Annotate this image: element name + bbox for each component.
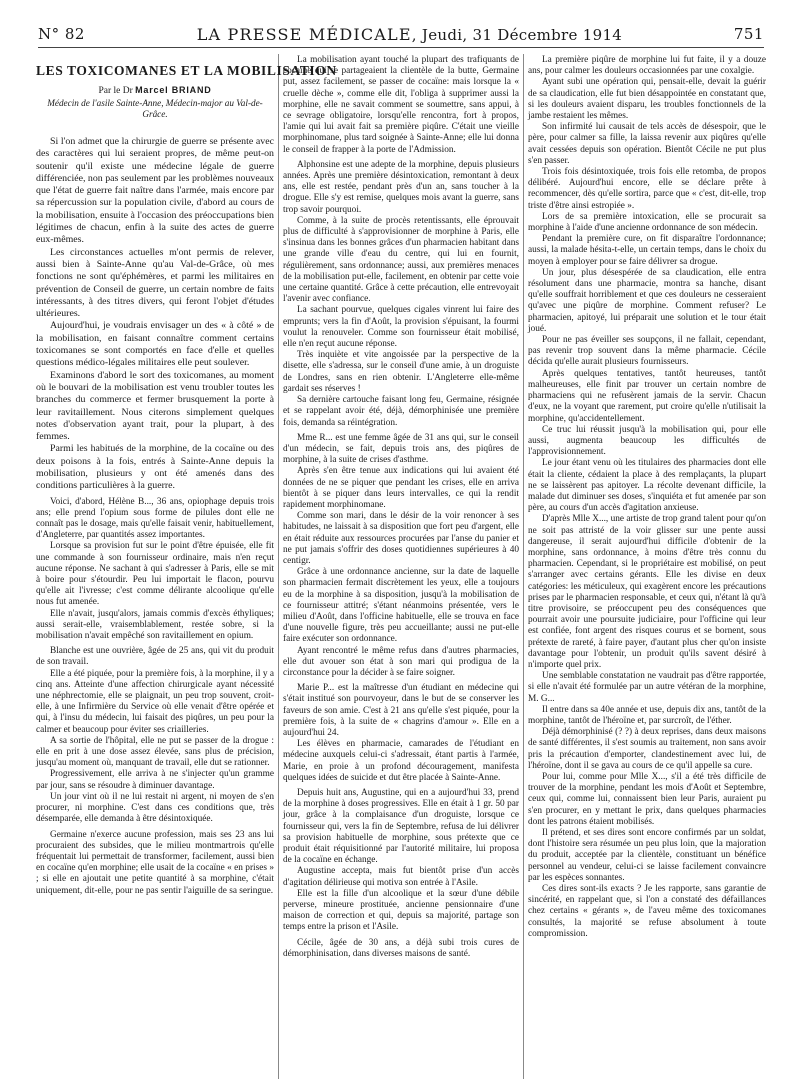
- paragraph: Le jour étant venu où les titulaires des pharmacies dont elle était la cliente, cédaient la place à des remplaçants, la plupart ne se laissèrent pas apitoyer. La récolte devenant difficile, la malade dut diminuer ses doses, s'inquiéta et fut amenée par son père, au cours d'un accès d'agitation anxieuse.: [528, 458, 766, 514]
- paragraph: Augustine accepta, mais fut bientôt prise d'un accès d'agitation délirieuse qui motiva son entrée à l'Asile.: [283, 866, 519, 888]
- paragraph: Après s'en être tenue aux indications qui lui avaient été données de ne se piquer que pendant les crises, elle en arriva bientôt à se piquer dans leurs intervalles, ce qui la rendit rapidement morphinomane.: [283, 466, 519, 510]
- paragraph: Elle a été piquée, pour la première fois, à la morphine, il y a cinq ans. Atteinte d'une affection chirurgicale ayant nécessité une néphrectomie, elle se plaignait, un peu trop souvent, croit-elle, à une Infirmière du Service où elle venait d'être opérée et qui, à l'insu du médecin, lui faisait des piqûres, un peu pour la calmer et beaucoup pour éviter ses criailleries.: [36, 668, 274, 735]
- paragraph: Ayant rencontré le même refus dans d'autres pharmacies, elle dut avouer son état à son mari qui prodigua de la circonstance pour la décider à se faire soigner.: [283, 645, 519, 678]
- paragraph: Pour lui, comme pour Mlle X..., s'il a été très difficile de trouver de la morphine, pendant les mois d'Août et Septembre, ceux qui, comme lui, connaissent bien leur Paris, auraient pu s'en procurer, en y mettant le prix, dans quelques pharmacies dont les patrons étaient mobilisés.: [528, 772, 766, 827]
- paragraph: Pour ne pas éveiller ses soupçons, il ne fallait, cependant, pas revenir trop souvent dans la même pharmacie. Cécile décida qu'elle aurait plusieurs fournisseurs.: [528, 335, 766, 368]
- paragraph: Progressivement, elle arriva à ne s'injecter qu'un gramme par jour, sans se résoudre à diminuer davantage.: [36, 769, 274, 791]
- paragraph: Ayant subi une opération qui, pensait-elle, devait la guérir de sa claudication, elle fut bien désappointée en constatant que, si les douleurs avaient disparu, les troubles fonctionnels de la jambe restaient les mêmes.: [528, 77, 766, 122]
- article-title: LES TOXICOMANES ET LA MOBILISATION: [36, 63, 337, 78]
- column-divider-2: [523, 54, 524, 1079]
- paragraph: Sa dernière cartouche faisant long feu, Germaine, résignée et se rappelant avoir été, déjà, démorphinisée une première fois, demanda sa réintégration.: [283, 395, 519, 428]
- page-number: 751: [733, 25, 764, 43]
- column-3: [528, 55, 766, 1079]
- paragraph: Mme R... est une femme âgée de 31 ans qui, sur le conseil d'un médecin, se fait, depuis trois ans, des piqûres de morphine, à la suite de crises d'asthme.: [283, 432, 519, 466]
- paragraph: La première piqûre de morphine lui fut faite, il y a douze ans, pour calmer les douleurs occasionnées par une coxalgie.: [528, 55, 766, 77]
- column-1-body: [36, 136, 274, 897]
- paragraph: Ces dires sont-ils exacts ? Je les rapporte, sans garantie de sincérité, en rappelant que, si l'on a constaté des défaillances chez certains « gérants », de l'aveu même des toxicomanes consultés, la majorité se refuse absolument à toute compromission.: [528, 884, 766, 939]
- paragraph: Déjà démorphinisé (? ?) à deux reprises, dans deux maisons de santé différentes, il s'est soumis au traitement, non sans avoir pris la précaution d'emporter, clandestinement avec lui, de l'héroïne, dont il se gava au cours de ce qu'il appelle sa cure.: [528, 727, 767, 771]
- paragraph: Comme son mari, dans le désir de la voir renoncer à ses habitudes, ne laissait à sa disposition que fort peu d'argent, elle en était réduite aux ressources procurées par l'anse du panier et ne put jamais s'offrir des doses quotidiennes supérieures à 40 centigr.: [283, 511, 519, 566]
- paragraph: Si l'on admet que la chirurgie de guerre se présente avec des caractères qui lui seraient propres, de même peut-on soutenir qu'il existe une médecine légale de guerre différenciée, non pas seulement par les problèmes nouveaux que l'état de guerre fait naître dans l'armée, mais encore par sa répercussion sur la population civile, d'abord au cours de la mobilisation, ensuite à l'occasion des préoccupations bien légitimes de chacun, enfin à la suite des actes de guerre eux-mêmes.: [36, 136, 274, 246]
- paragraph: Voici, d'abord, Hélène B..., 36 ans, opiophage depuis trois ans; elle prend l'opium sous forme de pilules dont elle ne connaît pas le dosage, mais qu'elle faisait venir, habituellement, d'Angleterre, par quantités assez importantes.: [36, 496, 274, 541]
- issue-date: , Jeudi, 31 Décembre 1914: [411, 25, 623, 44]
- paragraph: Grâce à une ordonnance ancienne, sur la date de laquelle son pharmacien fermait discrètement les yeux, elle a toujours eu de la morphine à sa disposition, jusqu'à la mobilisation de ce fournisseur attitré; s'étant néanmoins présentée, vers le milieu d'Août, dans l'officine habituelle, elle se trouva en face d'une nouvelle figure, très peu accueillante; aussi ne put-elle faire exécuter son ordonnance.: [283, 567, 519, 645]
- paragraph: Marie P... est la maîtresse d'un étudiant en médecine qui s'était institué son pourvoyeur, dans le but de se conserver les faveurs de son amie. C'est à 21 ans qu'elle s'est piquée, pour la première fois, à la suite de « chagrins d'amour ». Elle en a aujourd'hui 24.: [283, 683, 519, 738]
- paragraph: D'après Mlle X..., une artiste de trop grand talent pour qu'on ne soit pas attristé de la voir glisser sur une pente aussi dangereuse, il serait aujourd'hui difficile d'obtenir de la morphine, sans ordonnance, à moins d'être très connu du pharmacien. Cependant, si le propriétaire est mobilisé, on peut s'arranger avec certains gérants. Elle les divise en deux catégories: les méticuleux, qui exagèrent encore les précautions prises par le pharmacien responsable, et ceux qui, n'étant là qu'à titre provisoire, se préoccupent peu des conséquences que pourrait avoir une poursuite judiciaire, pour l'officine qui leur est confiée, font argent des risques courus et se bornent, sous prétexte de rareté, à faire payer, d'autant plus cher qu'on insiste davantage pour l'obtenir, un produit qu'ils savent désiré à n'importe quel prix.: [528, 514, 766, 670]
- column-divider-1: [278, 54, 279, 1079]
- paragraph: Les élèves en pharmacie, camarades de l'étudiant en médecine auxquels celui-ci s'adressait, étant partis à l'armée, Marie, en proie à un profond découragement, manifesta quelques idées de suicide et dut être placée à Sainte-Anne.: [283, 739, 519, 783]
- author-affiliation: Médecin de l'asile Sainte-Anne, Médecin-major au Val-de-Grâce.: [47, 98, 263, 119]
- column-2-body: [283, 55, 519, 960]
- paragraph: Un jour, plus désespérée de sa claudication, elle entra résolument dans une pharmacie, montra sa hanche, disant qu'elle souffrait horriblement et que ces douleurs ne cesseraient qu'avec une piqûre de morphine. Comment refuser? Le pharmacien, apitoyé, lui préparait une solution et le tour était joué.: [528, 267, 766, 334]
- paragraph: Lors de sa première intoxication, elle se procurait sa morphine à l'aide d'une ancienne ordonnance de son médecin.: [528, 211, 766, 234]
- paragraph: A sa sortie de l'hôpital, elle ne put se passer de la drogue : elle en prit à une dose assez élevée, sans plus de précision, jusqu'au moment où, manquant de travail, elle dut se rationner.: [36, 735, 274, 769]
- paragraph: La sachant pourvue, quelques cigales vinrent lui faire des emprunts; vers la fin d'Août, la provision s'épuisant, la fourmi voulut la renouveler. Comme son fournisseur était mobilisé, elle n'en reçut aucune réponse.: [283, 305, 519, 350]
- paragraph: Trois fois désintoxiquée, trois fois elle retomba, de propos délibéré. Aujourd'hui encore, elle se déclare prête à recommencer, dès qu'elle sortira, parce que « c'est, dit-elle, trop triste d'être ainsi estropiée ».: [528, 167, 766, 211]
- page-header: [38, 22, 764, 46]
- paragraph: Elle n'avait, jusqu'alors, jamais commis d'excès éthyliques; aussi serait-elle, vraisemblablement, restée sobre, si la mobilisation n'avait empêché son ravitaillement en opium.: [36, 608, 274, 642]
- header-rule: [38, 47, 764, 48]
- paragraph: Son infirmité lui causait de tels accès de désespoir, que le père, pour calmer sa fille, la laissa revenir aux piqûres qu'elle avait cessées depuis son opération. Bientôt Cécile ne put plus s'en passer.: [528, 122, 766, 166]
- paragraph: Alphonsine est une adepte de la morphine, depuis plusieurs années. Après une première désintoxication, remontant à deux ans, elle est restée, pendant près d'un an, sans toucher à la drogue. Elle s'y est remise, quelques mois avant la guerre, sans trop savoir pourquoi.: [283, 159, 519, 215]
- column-3-body: [528, 55, 766, 940]
- paragraph: Une semblable constatation ne vaudrait pas d'être rapportée, si elle n'avait été formulée par un autre vétéran de la morphine, M. G...: [528, 671, 766, 704]
- paragraph: Elle est la fille d'un alcoolique et la sœur d'une débile perverse, mineure prostituée, ancienne pensionnaire d'une maison de correction et qui, depuis sa majorité, partage son temps entre la prison et l'Asile.: [283, 888, 519, 933]
- paragraph: Blanche est une ouvrière, âgée de 25 ans, qui vit du produit de son travail.: [36, 646, 274, 668]
- issue-number: N° 82: [38, 25, 85, 43]
- column-2: [283, 55, 519, 1079]
- author-name: Marcel BRIAND: [135, 85, 212, 95]
- paragraph: Cécile, âgée de 30 ans, a déjà subi trois cures de démorphinisation, dans diverses maisons de santé.: [283, 937, 519, 959]
- byline: [36, 85, 274, 96]
- paragraph: Après quelques tentatives, tantôt heureuses, tantôt malheureuses, elle finit par trouver un certain nombre de pharmaciens qui ne refusèrent jamais de la servir. Chacun d'eux, ne la voyant que rarement, put croire qu'elle n'utilisait la morphine, qu'accidentellement.: [528, 368, 766, 424]
- paragraph: Pendant la première cure, on fit disparaître l'ordonnance; aussi, la malade hésita-t-elle, un certain temps, dans le choix du moyen à employer pour se faire délivrer sa drogue.: [528, 234, 766, 267]
- paragraph: Ce truc lui réussit jusqu'à la mobilisation qui, pour elle aussi, augmenta beaucoup les difficultés de l'approvisionnement.: [528, 424, 766, 458]
- paragraph: Parmi les habitués de la morphine, de la cocaïne ou des deux poisons à la fois, entrés à Sainte-Anne depuis la mobilisation, plusieurs y ont été amenés dans des conditions particulières à la guerre.: [36, 443, 274, 492]
- paragraph: Examinons d'abord le sort des toxicomanes, au moment où le bouvari de la mobilisation est venu troubler toutes les branches du commerce et fermer brusquement la porte à leur ravitaillement. Nous citerons simplement quelques notes d'observation ayant trait, pour la plupart, à des femmes.: [36, 369, 274, 443]
- paragraph: Comme, à la suite de procès retentissants, elle éprouvait plus de difficulté à s'approvisionner de morphine à Paris, elle s'insinua dans les bonnes grâces d'un pharmacien habitant dans une grande ville d'eau du centre, qui lui en fournit, régulièrement, sans ordonnance; aussi, aux premières menaces de la mobilisation put-elle, facilement, en obtenir par cette voie une certaine quantité. Grâce à cette précaution, elle entrevoyait l'avenir avec confiance.: [283, 215, 519, 305]
- masthead: [197, 25, 622, 44]
- paragraph: Il prétend, et ses dires sont encore confirmés par un soldat, dont l'histoire sera résumée un peu plus loin, que la majoration du produit, acceptée par la clientèle, constituant un bénéfice personnel au vendeur, celui-ci se laisse facilement convaincre par les espèces sonnantes.: [528, 828, 766, 883]
- paragraph: Germaine n'exerce aucune profession, mais ses 23 ans lui procuraient des subsides, que le milieu montmartrois qu'elle fréquentait lui permettait de transformer, facilement, aussi bien en cocaïne qu'en morphine; elle usait de la cocaïne « en prises » ; si elle en ajoutait une petite quantité à sa morphine, c'était uniquement, dit-elle, pour ne pas sentir l'aiguille de sa seringue.: [36, 829, 274, 896]
- paragraph: Aujourd'hui, je voudrais envisager un des « à côté » de la mobilisation, en faisant connaître comment certains toxicomanes se sont comportés en face d'elle et quelles questions médico-légales militaires elle peut soulever.: [36, 320, 274, 369]
- paragraph: Il entre dans sa 40e année et use, depuis dix ans, tantôt de la morphine, tantôt de l'héroïne et, par surcroît, de l'éther.: [528, 704, 766, 726]
- paragraph: Depuis huit ans, Augustine, qui en a aujourd'hui 33, prend de la morphine à doses progressives. Elle en était à 1 gr. 50 par jour, grâce à la complaisance d'un droguiste, lorsque ce fournisseur qui, vers la fin de Septembre, refusa de lui délivrer sa provision habituelle de morphine, sous prétexte que ce produit était réquisitionné par l'autorité militaire, lui proposa de la cocaïne en échange.: [283, 788, 519, 866]
- column-1: [36, 55, 337, 1079]
- paragraph: Lorsque sa provision fut sur le point d'être épuisée, elle fit une commande à son fournisseur ordinaire, mais n'en reçut aucune réponse. Ne sachant à qui s'adresser à Paris, elle se mit à boire pour s'étourdir. Peu lui importait le flacon, pourvu qu'elle ait l'ivresse; c'est comme délirante alcoolique qu'elle nous fut amenée.: [36, 541, 274, 608]
- paragraph: Un jour vint où il ne lui restait ni argent, ni moyen de s'en procurer, ni morphine. C'est dans ces conditions que, très désemparée, elle demanda à être désintoxiquée.: [36, 791, 274, 825]
- paragraph: Les circonstances actuelles m'ont permis de relever, aussi bien à Sainte-Anne qu'au Val-de-Grâce, où mes fonctions ne sont qu'éphémères, et parmi les militaires en prévention de Conseil de guerre, un certain nombre de faits intéressants, à des titres divers, qui feront l'objet d'études ultérieures.: [36, 246, 274, 320]
- paragraph: Très inquiète et vite angoissée par la perspective de la disette, elle s'adressa, sur le conseil d'une amie, à un droguiste de Londres, sans en rien obtenir. L'Angleterre elle-même gardait ses réserves !: [283, 350, 519, 394]
- byline-prefix: Par le Dr: [98, 86, 133, 96]
- journal-title: LA PRESSE MÉDICALE: [196, 24, 412, 44]
- paragraph: La mobilisation ayant touché la plupart des trafiquants de cocaïne qui se partageaient la clientèle de la butte, Germaine put, assez facilement, se passer de cocaïne: mais lorsque la « cruelle dèche », comme elle dit, l'obliga à supprimer aussi la morphine, elle ne savait comment se soumettre, sans appui, à ce sevrage obligatoire, lorsqu'elle rencontra, fort à propos, l'amie qui lui avait fait sa première piqûre. C'était une vieille morphinomane, plus tard soignée à Sainte-Anne; elle lui donna le conseil de frapper à la porte de l'Admission.: [283, 55, 519, 155]
